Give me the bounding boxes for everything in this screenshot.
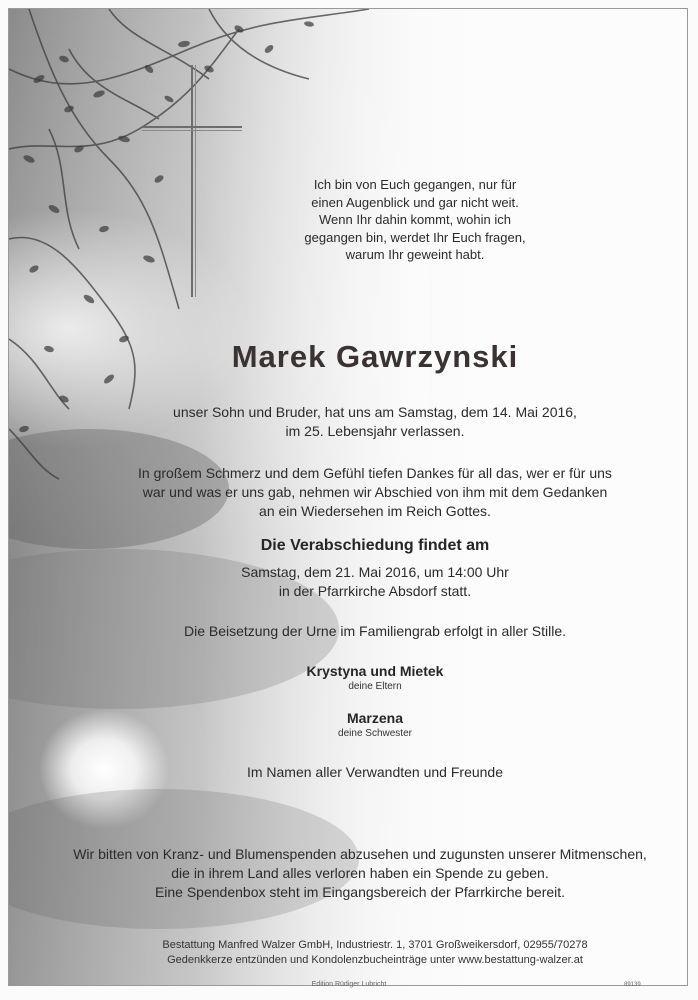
- cross-vertical-bar-inner: [195, 65, 196, 297]
- gratitude-line: war und was er uns gab, nehmen wir Abschied von ihm mit dem Gedanken: [142, 484, 608, 500]
- farewell-heading: Die Verabschiedung findet am: [260, 537, 490, 554]
- cross-vertical-bar: [191, 65, 193, 297]
- burial-note: Die Beisetzung der Urne im Familiengrab erfolgt in aller Stille.: [183, 623, 567, 639]
- print-code: 89139: [624, 982, 641, 988]
- deceased-name: Marek Gawrzynski: [231, 339, 519, 374]
- mourner-relation: deine Eltern: [348, 681, 402, 692]
- gratitude-line: In großem Schmerz und dem Gefühl tiefen Dankes für all das, wer er für uns: [138, 465, 612, 481]
- poem-line: einen Augenblick und gar nicht weit.: [311, 194, 519, 210]
- funeral-home-footer: [60, 938, 690, 968]
- cross-horizontal-bar: [142, 126, 242, 128]
- relatives-note: Im Namen aller Verwandten und Freunde: [246, 764, 504, 780]
- cross-horizontal-bar-inner: [142, 130, 242, 131]
- edition-credit: Edition Rüdiger Lubricht: [311, 981, 387, 988]
- gratitude-paragraph: [60, 464, 690, 521]
- donation-line: Eine Spendenbox steht im Eingangsbereich der Pfarrkirche bereit.: [154, 884, 566, 900]
- poem-line: warum Ihr geweint habt.: [345, 247, 485, 262]
- mourner-name: Marzena: [346, 710, 404, 726]
- donation-line: die in ihrem Land alles verloren haben ein Spende zu geben.: [171, 865, 549, 881]
- mourner-name: Krystyna und Mietek: [306, 663, 444, 679]
- announcement-line: im 25. Lebensjahr verlassen.: [285, 423, 465, 439]
- footer-line: Gedenkkerze entzünden und Kondolenzbucheinträge unter www.bestattung-walzer.at: [167, 954, 583, 966]
- announcement-line: unser Sohn und Bruder, hat uns am Samstag, dem 14. Mai 2016,: [173, 404, 577, 420]
- farewell-line: Samstag, dem 21. Mai 2016, um 14:00 Uhr: [241, 564, 509, 580]
- poem-line: Ich bin von Euch gegangen, nur für: [313, 177, 517, 192]
- donation-line: Wir bitten von Kranz- und Blumenspenden abzusehen und zugunsten unserer Mitmenschen,: [73, 846, 647, 862]
- poem-line: gegangen bin, werdet Ihr Euch fragen,: [304, 229, 526, 245]
- donation-note: [30, 845, 690, 902]
- footer-line: Bestattung Manfred Walzer GmbH, Industriestr. 1, 3701 Großweikersdorf, 02955/70278: [162, 939, 588, 951]
- mourner-relation: deine Schwester: [338, 728, 412, 739]
- announcement: [60, 403, 690, 441]
- farewell-line: in der Pfarrkirche Absdorf statt.: [278, 583, 472, 599]
- poem-line: Wenn Ihr dahin kommt, wohin ich: [319, 212, 511, 227]
- farewell-details: [60, 563, 690, 601]
- gratitude-line: an ein Wiedersehen im Reich Gottes.: [259, 503, 491, 519]
- poem: [300, 176, 530, 264]
